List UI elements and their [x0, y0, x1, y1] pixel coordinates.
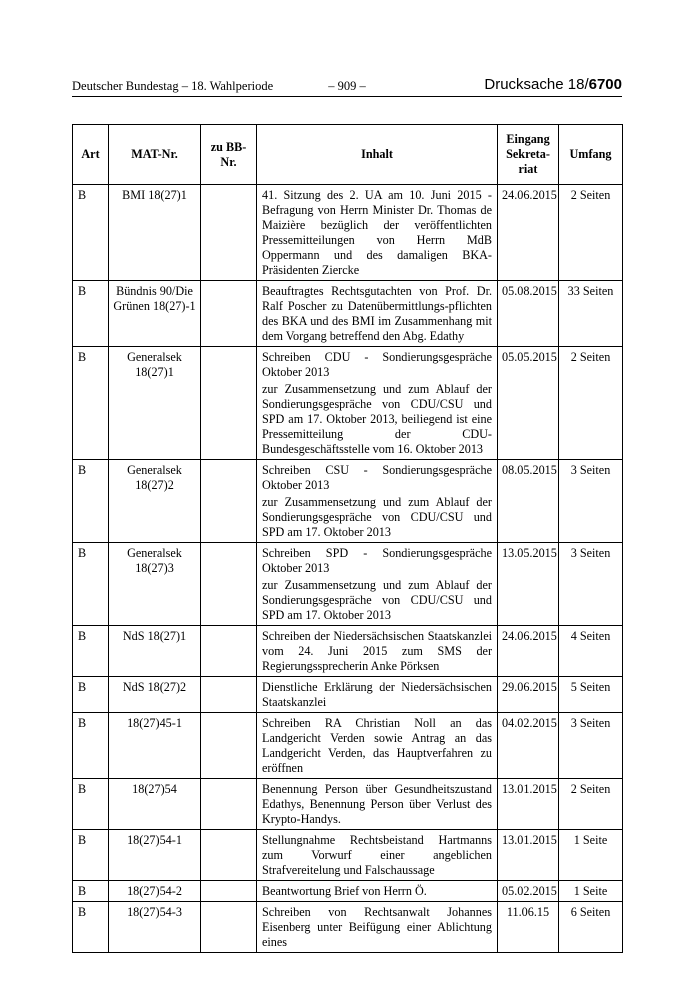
cell-art: B: [73, 543, 109, 626]
table-row: [73, 460, 623, 543]
cell-art: B: [73, 281, 109, 347]
cell-art: B: [73, 881, 109, 902]
cell-eingang: 13.01.2015: [498, 830, 559, 881]
cell-umfang: 33 Seiten: [559, 281, 623, 347]
inhalt-paragraph: Schreiben CDU - Sondierungsgespräche Oktober 2013: [262, 350, 492, 379]
cell-mat-nr: Bündnis 90/Die Grünen 18(27)-1: [109, 281, 201, 347]
inhalt-paragraph: Schreiben CSU - Sondierungsgespräche Oktober 2013: [262, 463, 492, 492]
cell-umfang: 3 Seiten: [559, 460, 623, 543]
inhalt-paragraph: Dienstliche Erklärung der Niedersächsischen Staatskanzlei: [262, 680, 492, 709]
document-number-period: 18/: [567, 76, 589, 93]
cell-eingang: 04.02.2015: [498, 713, 559, 779]
inhalt-paragraph: zur Zusammensetzung und zum Ablauf der Sondierungsgespräche von CDU/CSU und SPD am 17. Oktober 2013, beiliegend ist eine Pressemitteilung der CDU-Bundesgeschäftsstelle vom 16. Oktober 2013: [262, 382, 492, 456]
cell-art: B: [73, 902, 109, 953]
table-header-row: [73, 125, 623, 185]
cell-eingang: 05.08.2015: [498, 281, 559, 347]
cell-inhalt: [257, 713, 498, 779]
cell-eingang: 13.01.2015: [498, 779, 559, 830]
cell-zu-bb-nr: [201, 881, 257, 902]
cell-eingang: 13.05.2015: [498, 543, 559, 626]
page-header: [72, 78, 622, 97]
column-header-eingang: Eingang Sekreta-riat: [498, 125, 559, 185]
cell-umfang: 5 Seiten: [559, 677, 623, 713]
cell-eingang: 08.05.2015: [498, 460, 559, 543]
cell-art: B: [73, 460, 109, 543]
cell-inhalt: [257, 281, 498, 347]
table-row: [73, 902, 623, 953]
table-body: [73, 185, 623, 953]
cell-umfang: 1 Seite: [559, 881, 623, 902]
column-header-mat-nr: MAT-Nr.: [109, 125, 201, 185]
table-row: [73, 347, 623, 460]
cell-eingang: 24.06.2015: [498, 626, 559, 677]
inhalt-paragraph: Schreiben SPD - Sondierungsgespräche Oktober 2013: [262, 546, 492, 575]
cell-mat-nr: NdS 18(27)1: [109, 626, 201, 677]
cell-umfang: 2 Seiten: [559, 779, 623, 830]
inhalt-paragraph: Schreiben RA Christian Noll an das Landgericht Verden sowie Antrag an das Landgericht Verden, das Hauptverfahren zu eröffnen: [262, 716, 492, 775]
cell-inhalt: [257, 626, 498, 677]
cell-mat-nr: 18(27)45-1: [109, 713, 201, 779]
inhalt-paragraph: Schreiben von Rechtsanwalt Johannes Eisenberg unter Beifügung einer Ablichtung eines: [262, 905, 492, 949]
cell-mat-nr: Generalsek 18(27)2: [109, 460, 201, 543]
cell-mat-nr: NdS 18(27)2: [109, 677, 201, 713]
column-header-umfang: Umfang: [559, 125, 623, 185]
inhalt-paragraph: 41. Sitzung des 2. UA am 10. Juni 2015 - Befragung von Herrn Minister Dr. Thomas de Maizière bezüglich der veröffentlichten Pressemitteilungen von Herrn MdB Oppermann und des damaligen BKA-Präsidenten Ziercke: [262, 188, 492, 277]
cell-inhalt: [257, 185, 498, 281]
cell-zu-bb-nr: [201, 830, 257, 881]
cell-zu-bb-nr: [201, 713, 257, 779]
table-row: [73, 543, 623, 626]
table-row: [73, 281, 623, 347]
cell-eingang: 29.06.2015: [498, 677, 559, 713]
cell-umfang: 2 Seiten: [559, 185, 623, 281]
cell-umfang: 6 Seiten: [559, 902, 623, 953]
cell-art: B: [73, 713, 109, 779]
cell-mat-nr: Generalsek 18(27)1: [109, 347, 201, 460]
table-row: [73, 185, 623, 281]
cell-zu-bb-nr: [201, 543, 257, 626]
inhalt-paragraph: zur Zusammensetzung und zum Ablauf der Sondierungsgespräche von CDU/CSU und SPD am 17. Oktober 2013: [262, 578, 492, 622]
column-header-inhalt: Inhalt: [257, 125, 498, 185]
table-row: [73, 713, 623, 779]
inhalt-paragraph: Benennung Person über Gesundheitszustand Edathys, Benennung Person über Verlust des Krypto-Handys.: [262, 782, 492, 826]
cell-zu-bb-nr: [201, 281, 257, 347]
cell-umfang: 1 Seite: [559, 830, 623, 881]
document-number: [484, 76, 622, 93]
table-row: [73, 626, 623, 677]
table-row: [73, 677, 623, 713]
cell-inhalt: [257, 902, 498, 953]
cell-art: B: [73, 677, 109, 713]
cell-eingang: 11.06.15: [498, 902, 559, 953]
cell-zu-bb-nr: [201, 779, 257, 830]
document-number-value: 6700: [588, 76, 622, 93]
column-header-zu-bb-nr: zu BB-Nr.: [201, 125, 257, 185]
cell-inhalt: [257, 830, 498, 881]
cell-eingang: 05.05.2015: [498, 347, 559, 460]
documents-table: [72, 124, 623, 953]
cell-art: B: [73, 830, 109, 881]
table-row: [73, 881, 623, 902]
cell-inhalt: [257, 677, 498, 713]
cell-eingang: 05.02.2015: [498, 881, 559, 902]
column-header-art: Art: [73, 125, 109, 185]
cell-mat-nr: BMI 18(27)1: [109, 185, 201, 281]
cell-mat-nr: 18(27)54: [109, 779, 201, 830]
document-number-prefix: Drucksache: [484, 76, 568, 93]
cell-zu-bb-nr: [201, 626, 257, 677]
cell-eingang: 24.06.2015: [498, 185, 559, 281]
cell-art: B: [73, 185, 109, 281]
cell-zu-bb-nr: [201, 677, 257, 713]
cell-zu-bb-nr: [201, 347, 257, 460]
cell-inhalt: [257, 779, 498, 830]
inhalt-paragraph: Beantwortung Brief von Herrn Ö.: [262, 884, 427, 898]
cell-umfang: 3 Seiten: [559, 713, 623, 779]
cell-mat-nr: 18(27)54-1: [109, 830, 201, 881]
cell-zu-bb-nr: [201, 902, 257, 953]
inhalt-paragraph: Stellungnahme Rechtsbeistand Hartmanns zum Vorwurf einer angeblichen Strafvereitelung und Falschaussage: [262, 833, 492, 877]
cell-art: B: [73, 626, 109, 677]
cell-zu-bb-nr: [201, 185, 257, 281]
cell-mat-nr: 18(27)54-3: [109, 902, 201, 953]
cell-art: B: [73, 347, 109, 460]
cell-inhalt: [257, 460, 498, 543]
cell-mat-nr: Generalsek 18(27)3: [109, 543, 201, 626]
page-number: – 909 –: [328, 79, 366, 93]
cell-mat-nr: 18(27)54-2: [109, 881, 201, 902]
cell-umfang: 4 Seiten: [559, 626, 623, 677]
inhalt-paragraph: Beauftragtes Rechtsgutachten von Prof. Dr. Ralf Poscher zu Datenübermittlungs-pflichten des BKA und des BMI im Zusammenhang mit dem Vorgang betreffend den Abg. Edathy: [262, 284, 492, 343]
cell-umfang: 2 Seiten: [559, 347, 623, 460]
header-publication: Deutscher Bundestag – 18. Wahlperiode: [72, 79, 274, 93]
cell-zu-bb-nr: [201, 460, 257, 543]
cell-art: B: [73, 779, 109, 830]
cell-inhalt: [257, 543, 498, 626]
cell-inhalt: [257, 881, 498, 902]
table-row: [73, 830, 623, 881]
inhalt-paragraph: Schreiben der Niedersächsischen Staatskanzlei vom 24. Juni 2015 zum SMS der Regierungssprecherin Anke Pörksen: [262, 629, 492, 673]
cell-umfang: 3 Seiten: [559, 543, 623, 626]
inhalt-paragraph: zur Zusammensetzung und zum Ablauf der Sondierungsgespräche von CDU/CSU und SPD am 17. Oktober 2013: [262, 495, 492, 539]
table-row: [73, 779, 623, 830]
cell-inhalt: [257, 347, 498, 460]
